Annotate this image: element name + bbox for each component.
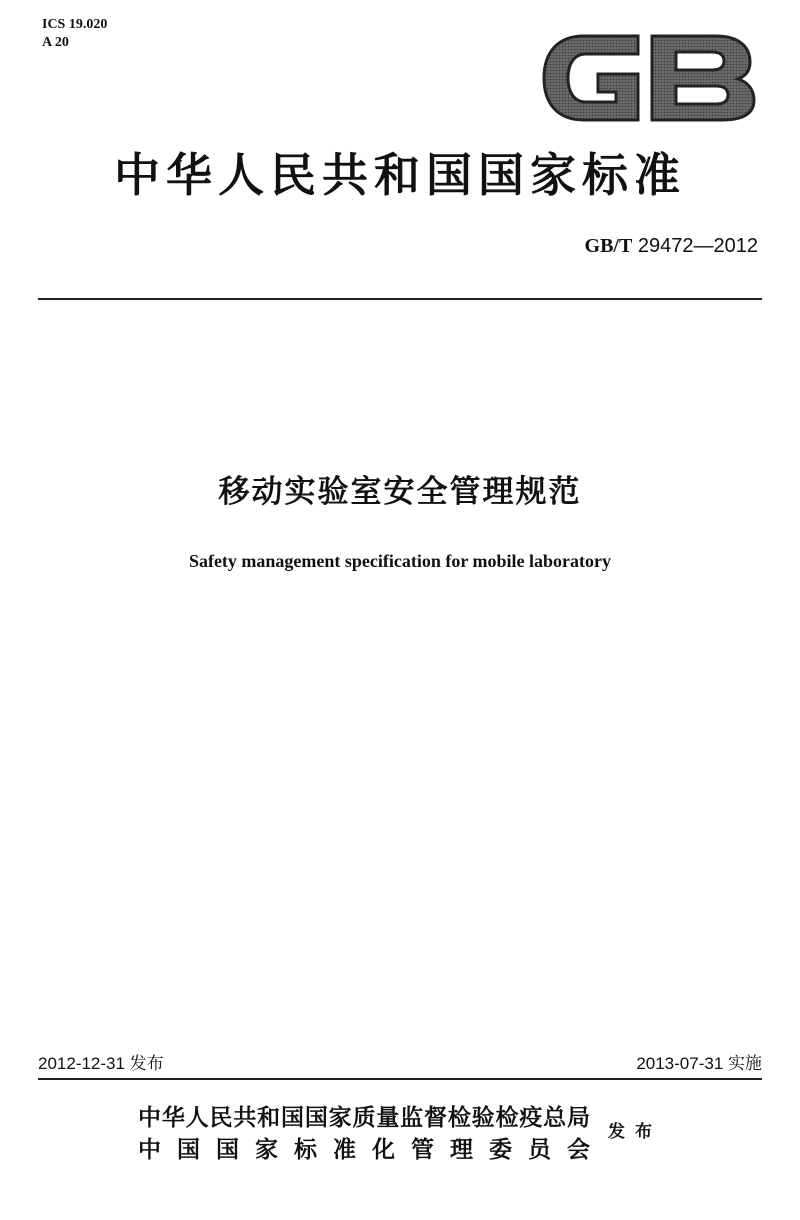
issuer-aqsiq: 中华人民共和国国家质量监督检验检疫总局 xyxy=(138,1105,590,1131)
issuer-sac: 中国国家标准化管理委员会 xyxy=(138,1137,590,1163)
standard-category-title: 中华人民共和国国家标准 xyxy=(114,148,686,202)
standard-number xyxy=(585,232,758,260)
top-divider xyxy=(38,298,762,300)
bottom-divider xyxy=(38,1078,762,1080)
ccs-code: A 20 xyxy=(42,35,69,50)
ics-code: ICS 19.020 xyxy=(42,17,108,32)
document-title-en: Safety management specification for mobile laboratory xyxy=(188,551,612,571)
standard-code: 29472—2012 xyxy=(637,235,758,257)
standard-prefix: GB/T xyxy=(584,235,633,257)
gb-logo xyxy=(540,30,762,126)
publish-label: 发布 xyxy=(608,1122,662,1142)
implementation-date: 2013-07-31 实施 xyxy=(636,1054,762,1073)
document-title-cn: 移动实验室安全管理规范 xyxy=(218,474,582,510)
issue-date: 2012-12-31 发布 xyxy=(38,1054,164,1073)
